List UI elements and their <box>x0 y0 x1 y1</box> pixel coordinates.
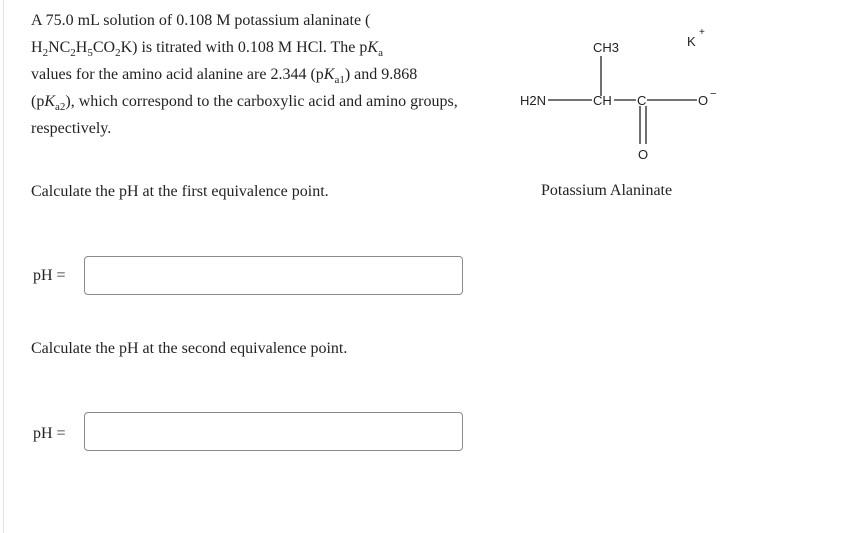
problem-statement: A 75.0 mL solution of 0.108 M potassium alaninate ( $H_2NC_2H_5CO_2K$) is titrated with 0.108 M HCl. The $pK_a$ values for the amino acid alanine are 2.344 $(pK_{a1})$ and 9.868 $(pK_{a2})$, which correspond to the carboxylic acid and amino groups, respectively. <box>31 12 458 137</box>
ch3-label: CH3 <box>593 40 620 55</box>
potassium-alaninate-structure <box>515 22 745 172</box>
amine-label: H2N <box>520 93 547 108</box>
carboxyl-carbon-label: C <box>637 93 647 108</box>
structure-caption: Potassium Alaninate <box>541 182 673 199</box>
oxide-charge: − <box>710 88 717 100</box>
carbonyl-oxygen-label: O <box>638 147 649 162</box>
potassium-charge: + <box>699 27 705 38</box>
left-divider <box>3 0 4 533</box>
potassium-label: K <box>687 34 696 49</box>
question-2-prompt: Calculate the pH at the second equivalence point. <box>31 340 348 357</box>
question-2-answer-input[interactable] <box>84 412 463 451</box>
question-1-ph-label: pH = <box>33 267 66 284</box>
formula: $H_2NC_2H_5CO_2K$ <box>31 39 133 59</box>
question-1-prompt: Calculate the pH at the first equivalence point. <box>31 183 329 200</box>
oxide-label: O <box>698 93 709 108</box>
question-2-ph-label: pH = <box>33 425 66 442</box>
question-1-answer-input[interactable] <box>84 256 463 295</box>
alpha-carbon-label: CH <box>593 93 612 108</box>
